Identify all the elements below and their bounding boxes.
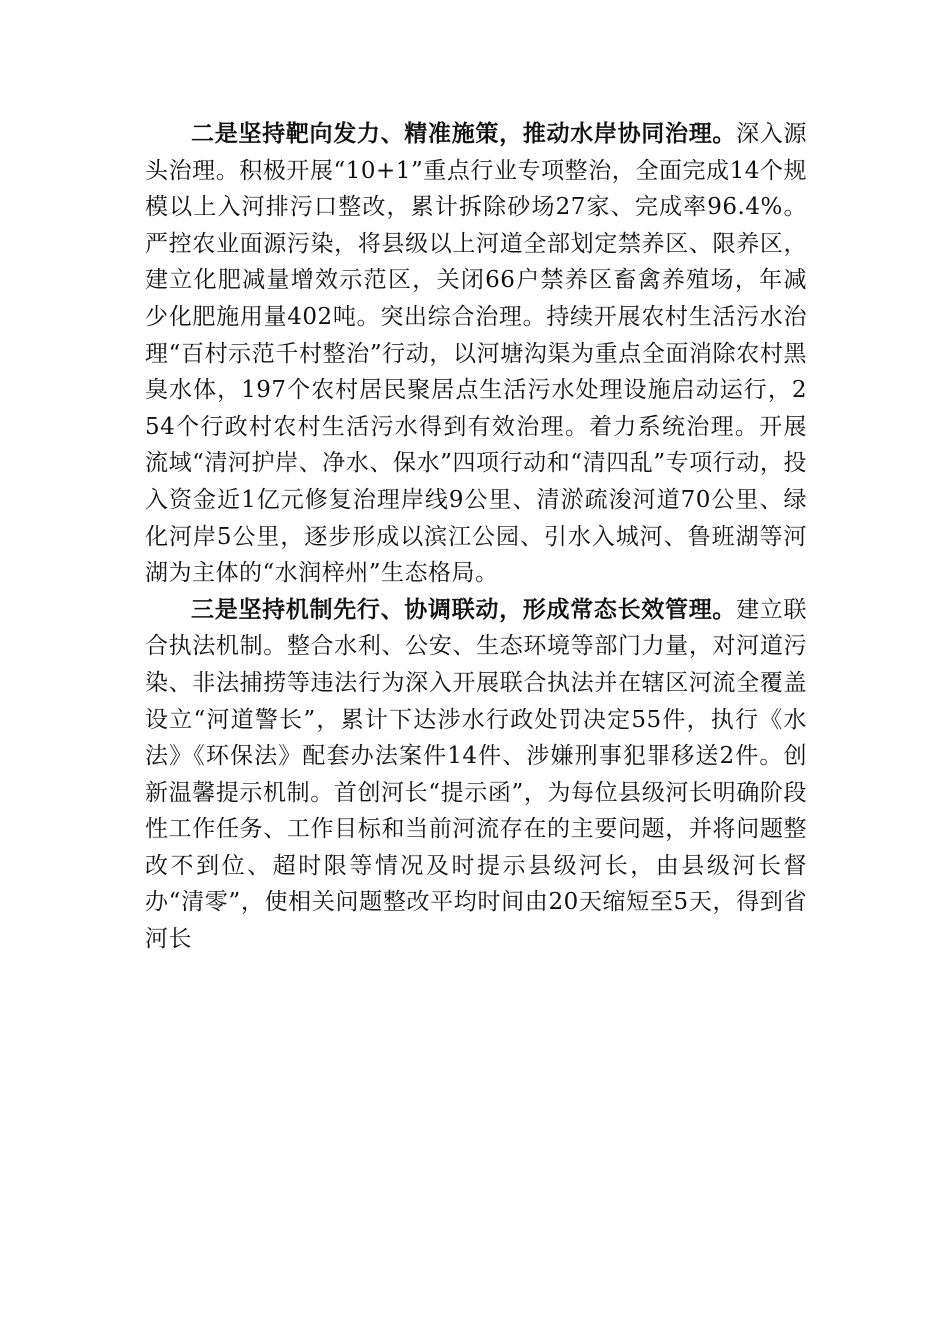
document-page	[145, 116, 807, 958]
paragraph-three-heading: 三是坚持机制先行、协调联动，形成常态长效管理。	[191, 595, 737, 623]
paragraph-two-body: 深入源头治理。积极开展“10+1”重点行业专项整治，全面完成14个规模以上入河排污口整改，累计拆除砂场27家、完成率96.4%。严控农业面源污染，将县级以上河道全部划定禁养区、限养区，建立化肥减量增效示范区，关闭66户禁养区畜禽养殖场，年减少化肥施用量402吨。突出综合治理。持续开展农村生活污水治理“百村示范千村整治”行动，以河塘沟渠为重点全面消除农村黑臭水体，197个农村居民聚居点生活污水处理设施启动运行，254个行政村农村生活污水得到有效治理。着力系统治理。开展流域“清河护岸、净水、保水”四项行动和“清四乱”专项行动，投入资金近1亿元修复治理岸线9公里、清淤疏浚河道70公里、绿化河岸5公里，逐步形成以滨江公园、引水入城河、鲁班湖等河湖为主体的“水润梓州”生态格局。	[145, 121, 808, 587]
paragraph-two	[145, 116, 807, 592]
paragraph-three-body: 建立联合执法机制。整合水利、公安、生态环境等部门力量，对河道污染、非法捕捞等违法行为深入开展联合执法并在辖区河流全覆盖设立“河道警长”，累计下达涉水行政处罚决定55件，执行《水法》《环保法》配套办法案件14件、涉嫌刑事犯罪移送2件。创新温馨提示机制。首创河长“提示函”，为每位县级河长明确阶段性工作任务、工作目标和当前河流存在的主要问题，并将问题整改不到位、超时限等情况及时提示县级河长，由县级河长督办“清零”，使相关问题整改平均时间由20天缩短至5天，得到省河长	[145, 596, 808, 953]
paragraph-three	[145, 592, 807, 958]
paragraph-two-heading: 二是坚持靶向发力、精准施策，推动水岸协同治理。	[191, 120, 737, 147]
